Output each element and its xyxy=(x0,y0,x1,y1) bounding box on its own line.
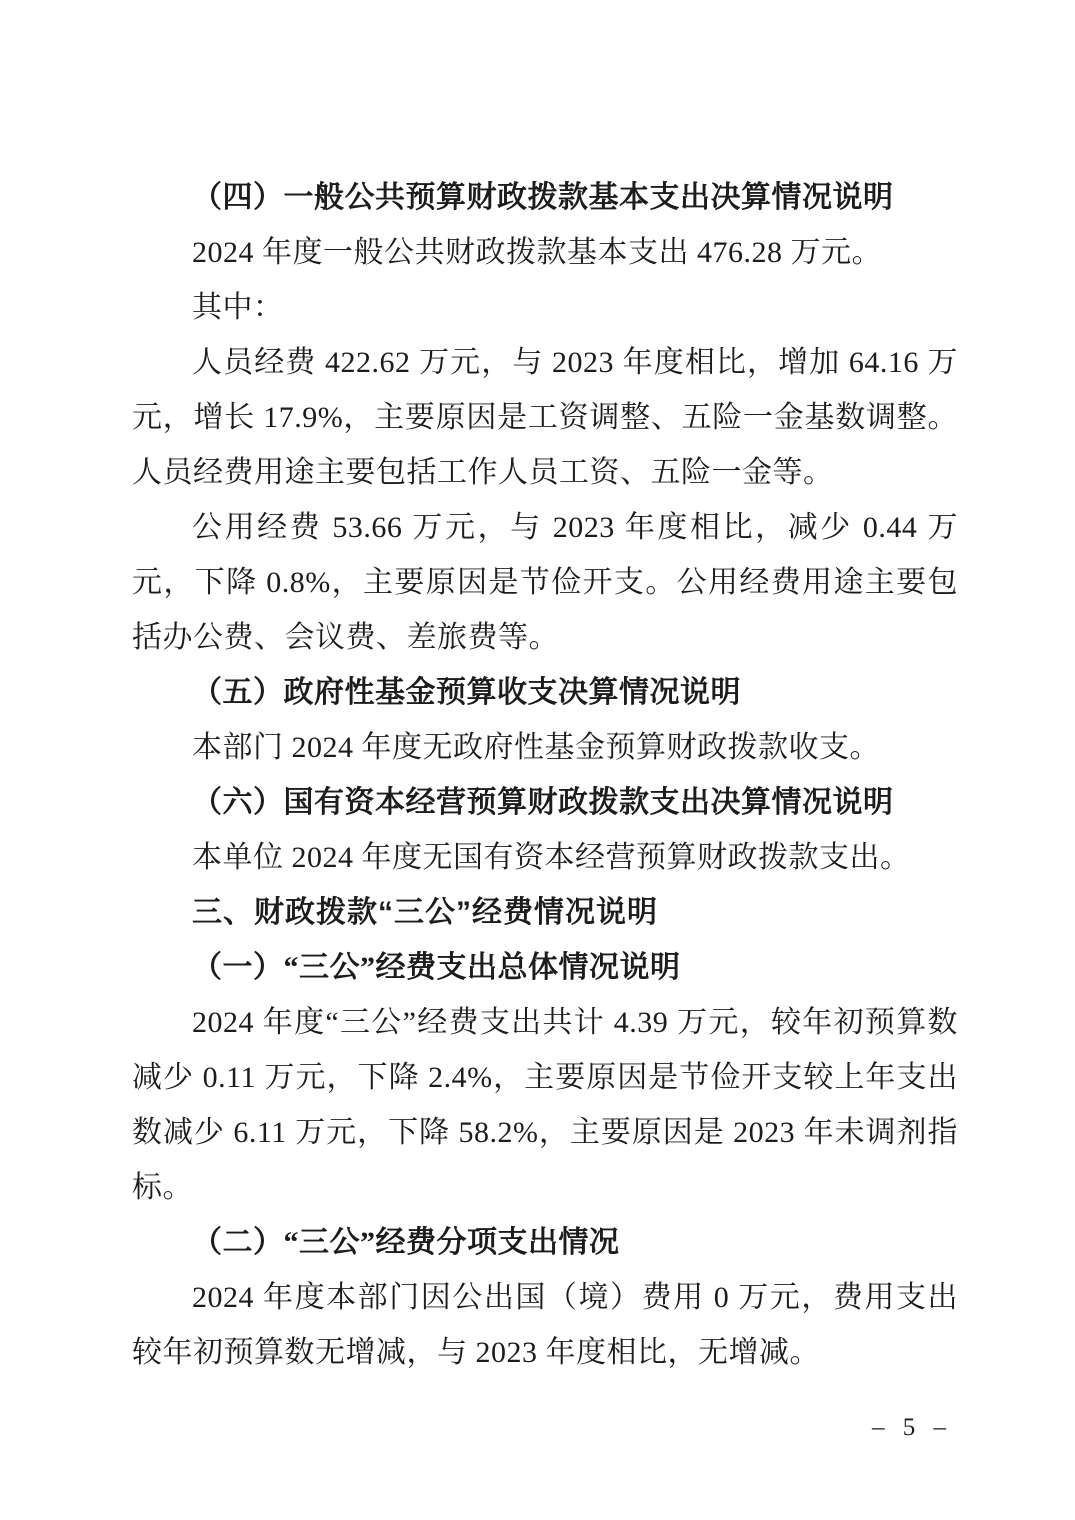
paragraph-government-fund: 本部门 2024 年度无政府性基金预算财政拨款收支。 xyxy=(192,731,880,764)
chapter-heading-three-public-funds: 三、财政拨款“三公”经费情况说明 xyxy=(192,896,658,929)
paragraph-overseas-trips: 2024 年度本部门因公出国（境）费用 0 万元，费用支出较年初预算数无增减，与 2023 年度相比，无增减。 xyxy=(132,1281,958,1369)
paragraph-personnel-funds: 人员经费 422.62 万元，与 2023 年度相比，增加 64.16 万元，增长 17.9%，主要原因是工资调整、五险一金基数调整。人员经费用途主要包括工作人员工资、五险一金等。 xyxy=(132,346,958,489)
section-heading-1: （一）“三公”经费支出总体情况说明 xyxy=(192,951,681,984)
paragraph-state-capital: 本单位 2024 年度无国有资本经营预算财政拨款支出。 xyxy=(192,841,911,874)
section-heading-5: （五）政府性基金预算收支决算情况说明 xyxy=(192,676,741,709)
paragraph-among-which: 其中： xyxy=(192,291,284,324)
section-heading-4: （四）一般公共预算财政拨款基本支出决算情况说明 xyxy=(192,181,894,214)
paragraph-three-public-total: 2024 年度“三公”经费支出共计 4.39 万元，较年初预算数减少 0.11 万元，下降 2.4%，主要原因是节俭开支较上年支出数减少 6.11 万元，下降 58.2%，主要原因是 2023 年未调剂指标。 xyxy=(132,1006,958,1204)
page-content xyxy=(132,170,958,1380)
page-number: – 5 – xyxy=(872,1414,952,1441)
paragraph-public-funds: 公用经费 53.66 万元，与 2023 年度相比，减少 0.44 万元，下降 0.8%，主要原因是节俭开支。公用经费用途主要包括办公费、会议费、差旅费等。 xyxy=(132,511,958,654)
section-heading-6: （六）国有资本经营预算财政拨款支出决算情况说明 xyxy=(192,786,894,819)
paragraph-basic-expenditure-total: 2024 年度一般公共财政拨款基本支出 476.28 万元。 xyxy=(192,236,882,269)
section-heading-2: （二）“三公”经费分项支出情况 xyxy=(192,1226,620,1259)
